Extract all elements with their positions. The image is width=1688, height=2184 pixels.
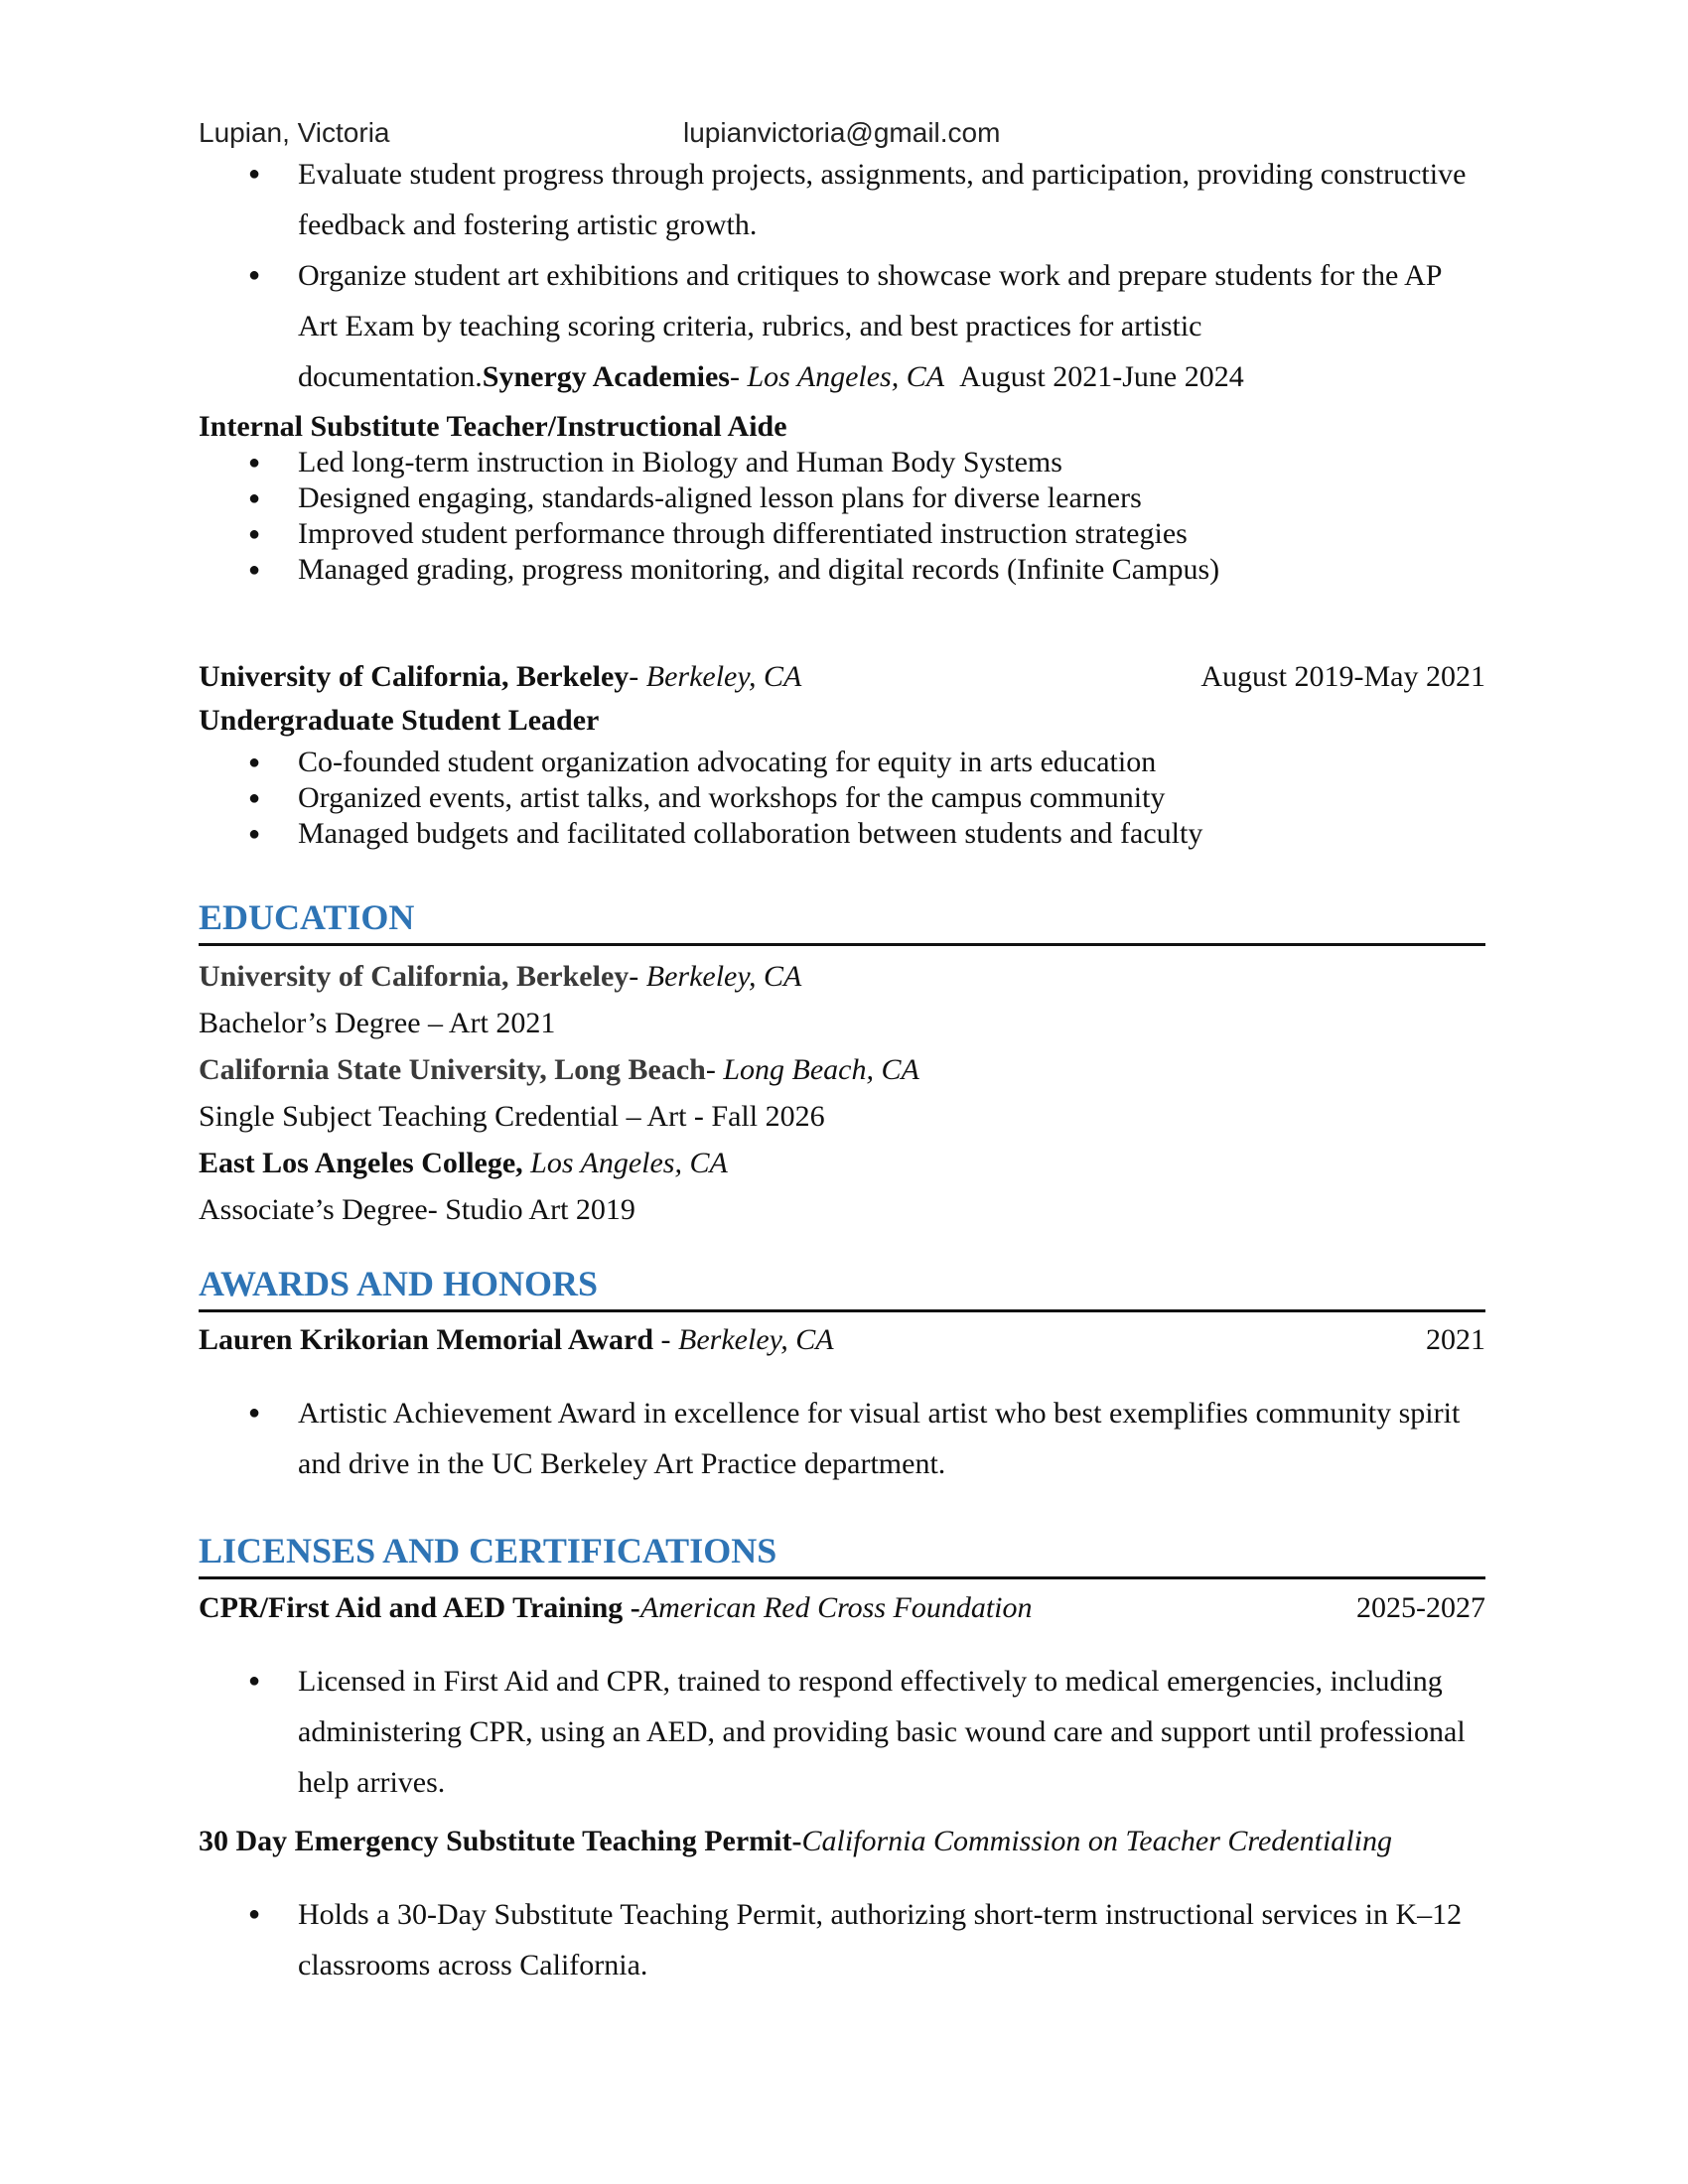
education-detail: Bachelor’s Degree – Art 2021 — [199, 1007, 556, 1039]
list-item: ● Managed grading, progress monitoring, and digital records (Infinite Campus) — [248, 553, 1220, 586]
header-name: Lupian, Victoria — [199, 117, 390, 148]
education-org: East Los Angeles College, Los Angeles, CA — [199, 1147, 728, 1179]
bullet-icon: ● — [248, 1402, 261, 1424]
award-name: Lauren Krikorian Memorial Award — [199, 1323, 654, 1356]
cpr-dates: 2025-2027 — [1356, 1591, 1485, 1624]
synergy-location: Los Angeles, CA — [747, 360, 945, 393]
education-section — [199, 953, 1485, 1233]
award-year: 2021 — [1426, 1323, 1485, 1356]
licenses-section — [199, 1588, 1485, 1990]
award-header: Lauren Krikorian Memorial Award - Berkeley, CA 2021 — [199, 1320, 1485, 1360]
cpr-header — [199, 1588, 1485, 1628]
bullet-icon: ● — [248, 1903, 261, 1925]
synergy-org: Synergy Academies — [482, 360, 730, 393]
list-item: ● Evaluate student progress through projects, assignments, and participation, providing constructive feedback and fostering artistic growth. — [199, 149, 1485, 250]
berkeley-exp-title: Undergraduate Student Leader — [199, 704, 600, 737]
header-email: lupianvictoria@gmail.com — [683, 117, 1001, 148]
education-detail: Single Subject Teaching Credential – Art - Fall 2026 — [199, 1100, 825, 1133]
bullet-icon: ● — [248, 523, 261, 545]
permit-header — [199, 1822, 1485, 1861]
list-item: ● Led long-term instruction in Biology and Human Body Systems — [248, 446, 1062, 478]
bullet-icon: ● — [248, 823, 261, 845]
berkeley-exp-header: University of California, Berkeley- Berkeley, CA August 2019-May 2021 — [199, 657, 1485, 697]
list-item: ● Organize student art exhibitions and critiques to showcase work and prepare students for the AP Art Exam by teaching scoring criteria, rubrics, and best practices for artistic documentation.Synergy Academies- Los Angeles, CA August 2021-June 2024 — [199, 250, 1485, 402]
permit-issuer: California Commission on Teacher Credentialing — [801, 1825, 1392, 1857]
list-item: ● Co-founded student organization advocating for equity in arts education — [248, 746, 1157, 778]
list-item: ● Organized events, artist talks, and workshops for the campus community — [248, 781, 1166, 814]
bullet-icon: ● — [248, 163, 261, 185]
education-org: University of California, Berkeley- Berkeley, CA — [199, 960, 802, 993]
list-item: ● Designed engaging, standards-aligned lesson plans for diverse learners — [248, 481, 1142, 514]
berkeley-exp-dates: August 2019-May 2021 — [1200, 660, 1485, 693]
awards-section — [199, 1320, 1485, 1489]
bullet-icon: ● — [248, 452, 261, 474]
berkeley-experience-section — [199, 657, 1485, 852]
list-item: ● Licensed in First Aid and CPR, trained to respond effectively to medical emergencies, including administering CPR, using an AED, and providing basic wound care and support until professional help arrives. — [199, 1656, 1485, 1808]
synergy-dates: August 2021-June 2024 — [959, 360, 1244, 393]
synergy-section — [199, 409, 1485, 588]
list-item: ● Managed budgets and facilitated collaboration between students and faculty — [248, 817, 1203, 850]
previous-job-continued — [199, 149, 1485, 402]
bullet-icon: ● — [248, 264, 261, 286]
bullet-icon: ● — [248, 1670, 261, 1692]
bullet-icon: ● — [248, 487, 261, 509]
cpr-issuer: American Red Cross Foundation — [639, 1591, 1033, 1624]
list-item: ● Improved student performance through differentiated instruction strategies — [248, 517, 1188, 550]
education-heading: EDUCATION — [199, 891, 1485, 946]
synergy-title: Internal Substitute Teacher/Instructional Aide — [199, 410, 787, 443]
education-detail: Associate’s Degree- Studio Art 2019 — [199, 1193, 635, 1226]
award-location: Berkeley, CA — [678, 1323, 834, 1356]
berkeley-exp-org: University of California, Berkeley — [199, 660, 630, 693]
bullet-icon: ● — [248, 559, 261, 581]
list-item: ● Holds a 30-Day Substitute Teaching Permit, authorizing short-term instructional services in K–12 classrooms across California. — [199, 1889, 1485, 1990]
berkeley-exp-location: Berkeley, CA — [645, 660, 802, 693]
list-item: ● Artistic Achievement Award in excellence for visual artist who best exemplifies community spirit and drive in the UC Berkeley Art Practice department. — [199, 1388, 1485, 1489]
bullet-icon: ● — [248, 751, 261, 773]
awards-heading: AWARDS AND HONORS — [199, 1258, 1485, 1312]
permit-name: 30 Day Emergency Substitute Teaching Permit- — [199, 1825, 802, 1857]
education-org: California State University, Long Beach- Long Beach, CA — [199, 1053, 919, 1086]
bullet-icon: ● — [248, 787, 261, 809]
licenses-heading: LICENSES AND CERTIFICATIONS — [199, 1525, 1485, 1579]
cpr-name: CPR/First Aid and AED Training - — [199, 1591, 640, 1624]
